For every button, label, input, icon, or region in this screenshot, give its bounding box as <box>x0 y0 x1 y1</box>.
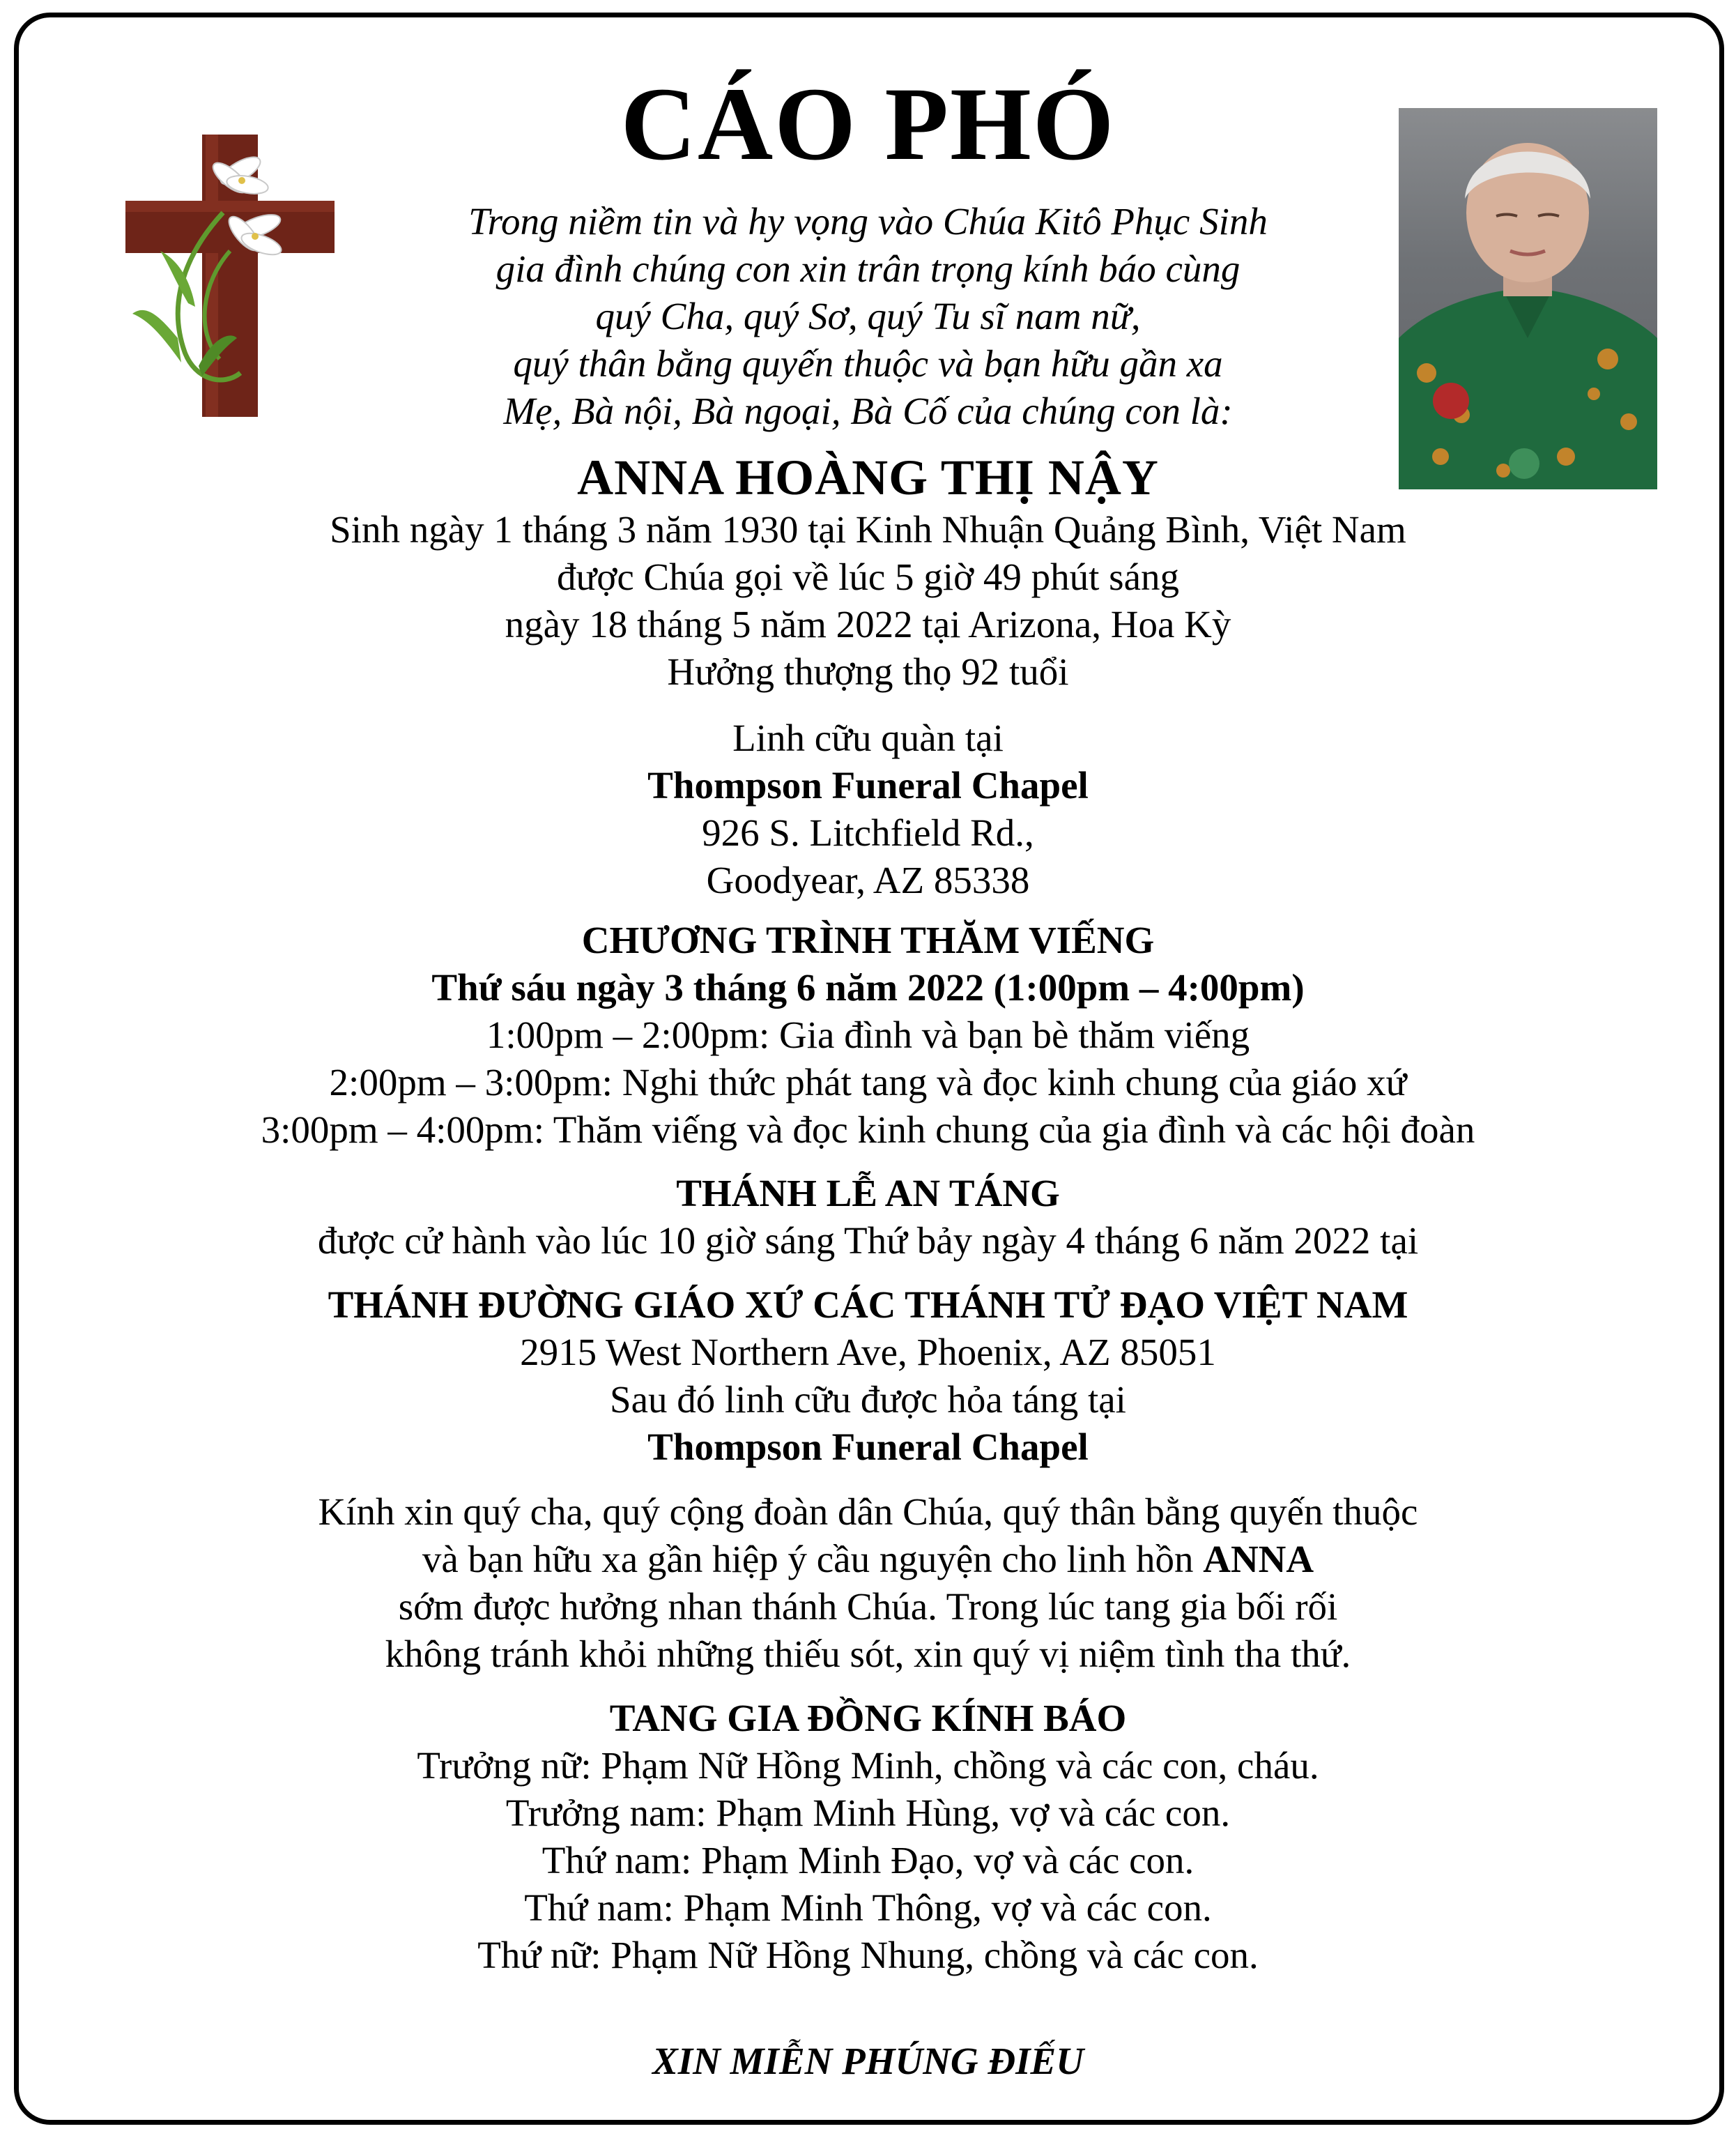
life-info <box>0 506 1736 696</box>
prayer-line-text: và bạn hữu xa gần hiệp ý cầu nguyện cho linh hồn <box>422 1538 1204 1580</box>
prayer-line <box>0 1536 1736 1583</box>
prayer-line: không tránh khỏi những thiếu sót, xin quý vị niệm tình tha thứ. <box>385 1633 1351 1675</box>
age-line: Hưởng thượng thọ 92 tuổi <box>667 650 1069 693</box>
funeral-mass-line: được cử hành vào lúc 10 giờ sáng Thứ bảy ngày 4 tháng 6 năm 2022 tại <box>317 1219 1419 1262</box>
family-member: Trưởng nam: Phạm Minh Hùng, vợ và các con. <box>505 1792 1231 1834</box>
prayer-name: ANNA <box>1203 1538 1314 1580</box>
intro-text <box>0 198 1736 435</box>
repose-address-line1: 926 S. Litchfield Rd., <box>702 811 1034 854</box>
funeral-mass-heading: THÁNH LỄ AN TÁNG <box>676 1172 1060 1214</box>
family-member: Trưởng nữ: Phạm Nữ Hồng Minh, chồng và các con, cháu. <box>417 1744 1319 1787</box>
death-time-line: được Chúa gọi về lúc 5 giờ 49 phút sáng <box>557 556 1179 598</box>
intro-line: gia đình chúng con xin trân trọng kính báo cùng <box>496 247 1240 290</box>
visitation-item: 1:00pm – 2:00pm: Gia đình và bạn bè thăm viếng <box>486 1014 1250 1056</box>
intro-line: quý thân bằng quyến thuộc và bạn hữu gần xa <box>513 342 1223 385</box>
prayer-line: Kính xin quý cha, quý cộng đoàn dân Chúa, quý thân bằng quyến thuộc <box>318 1490 1418 1533</box>
repose-venue: Thompson Funeral Chapel <box>647 764 1089 807</box>
intro-line: Trong niềm tin và hy vọng vào Chúa Kitô Phục Sinh <box>468 200 1268 243</box>
family-member: Thứ nam: Phạm Minh Đạo, vợ và các con. <box>541 1839 1195 1881</box>
family-heading: TANG GIA ĐỒNG KÍNH BÁO <box>609 1697 1127 1739</box>
prayer-request <box>0 1488 1736 1678</box>
visitation-heading: CHƯƠNG TRÌNH THĂM VIẾNG <box>581 919 1155 961</box>
closing-note: XIN MIỄN PHÚNG ĐIẾU <box>652 2040 1084 2082</box>
visitation-item: 2:00pm – 3:00pm: Nghi thức phát tang và đọc kinh chung của giáo xứ <box>329 1061 1407 1104</box>
death-date-line: ngày 18 tháng 5 năm 2022 tại Arizona, Hoa Kỳ <box>505 603 1231 646</box>
family-member: Thứ nam: Phạm Minh Thông, vợ và các con. <box>524 1886 1212 1929</box>
visitation-section <box>0 917 1736 1154</box>
deceased-name: ANNA HOÀNG THỊ NẬY <box>577 450 1159 505</box>
repose-section <box>0 715 1736 904</box>
funeral-mass-section <box>0 1170 1736 1265</box>
prayer-line: sớm được hưởng nhan thánh Chúa. Trong lúc tang gia bối rối <box>398 1585 1338 1628</box>
visitation-item: 3:00pm – 4:00pm: Thăm viếng và đọc kinh chung của gia đình và các hội đoàn <box>261 1108 1475 1151</box>
church-section <box>0 1281 1736 1471</box>
repose-address-line2: Goodyear, AZ 85338 <box>706 859 1030 901</box>
intro-line: quý Cha, quý Sơ, quý Tu sĩ nam nữ, <box>595 295 1141 337</box>
visitation-date: Thứ sáu ngày 3 tháng 6 năm 2022 (1:00pm – 4:00pm) <box>431 966 1305 1009</box>
church-address: 2915 West Northern Ave, Phoenix, AZ 85051 <box>520 1331 1216 1373</box>
birth-line: Sinh ngày 1 tháng 3 năm 1930 tại Kinh Nhuận Quảng Bình, Việt Nam <box>330 508 1406 551</box>
cremation-line: Sau đó linh cữu được hỏa táng tại <box>610 1378 1126 1421</box>
church-name: THÁNH ĐƯỜNG GIÁO XỨ CÁC THÁNH TỬ ĐẠO VIỆT NAM <box>328 1283 1408 1326</box>
family-member: Thứ nữ: Phạm Nữ Hồng Nhung, chồng và các con. <box>477 1934 1259 1976</box>
family-section <box>0 1695 1736 1979</box>
intro-line: Mẹ, Bà nội, Bà ngoại, Bà Cố của chúng con là: <box>503 390 1233 432</box>
cremation-venue: Thompson Funeral Chapel <box>647 1426 1089 1468</box>
repose-intro: Linh cữu quàn tại <box>732 717 1004 759</box>
page-title: CÁO PHÓ <box>620 66 1116 182</box>
